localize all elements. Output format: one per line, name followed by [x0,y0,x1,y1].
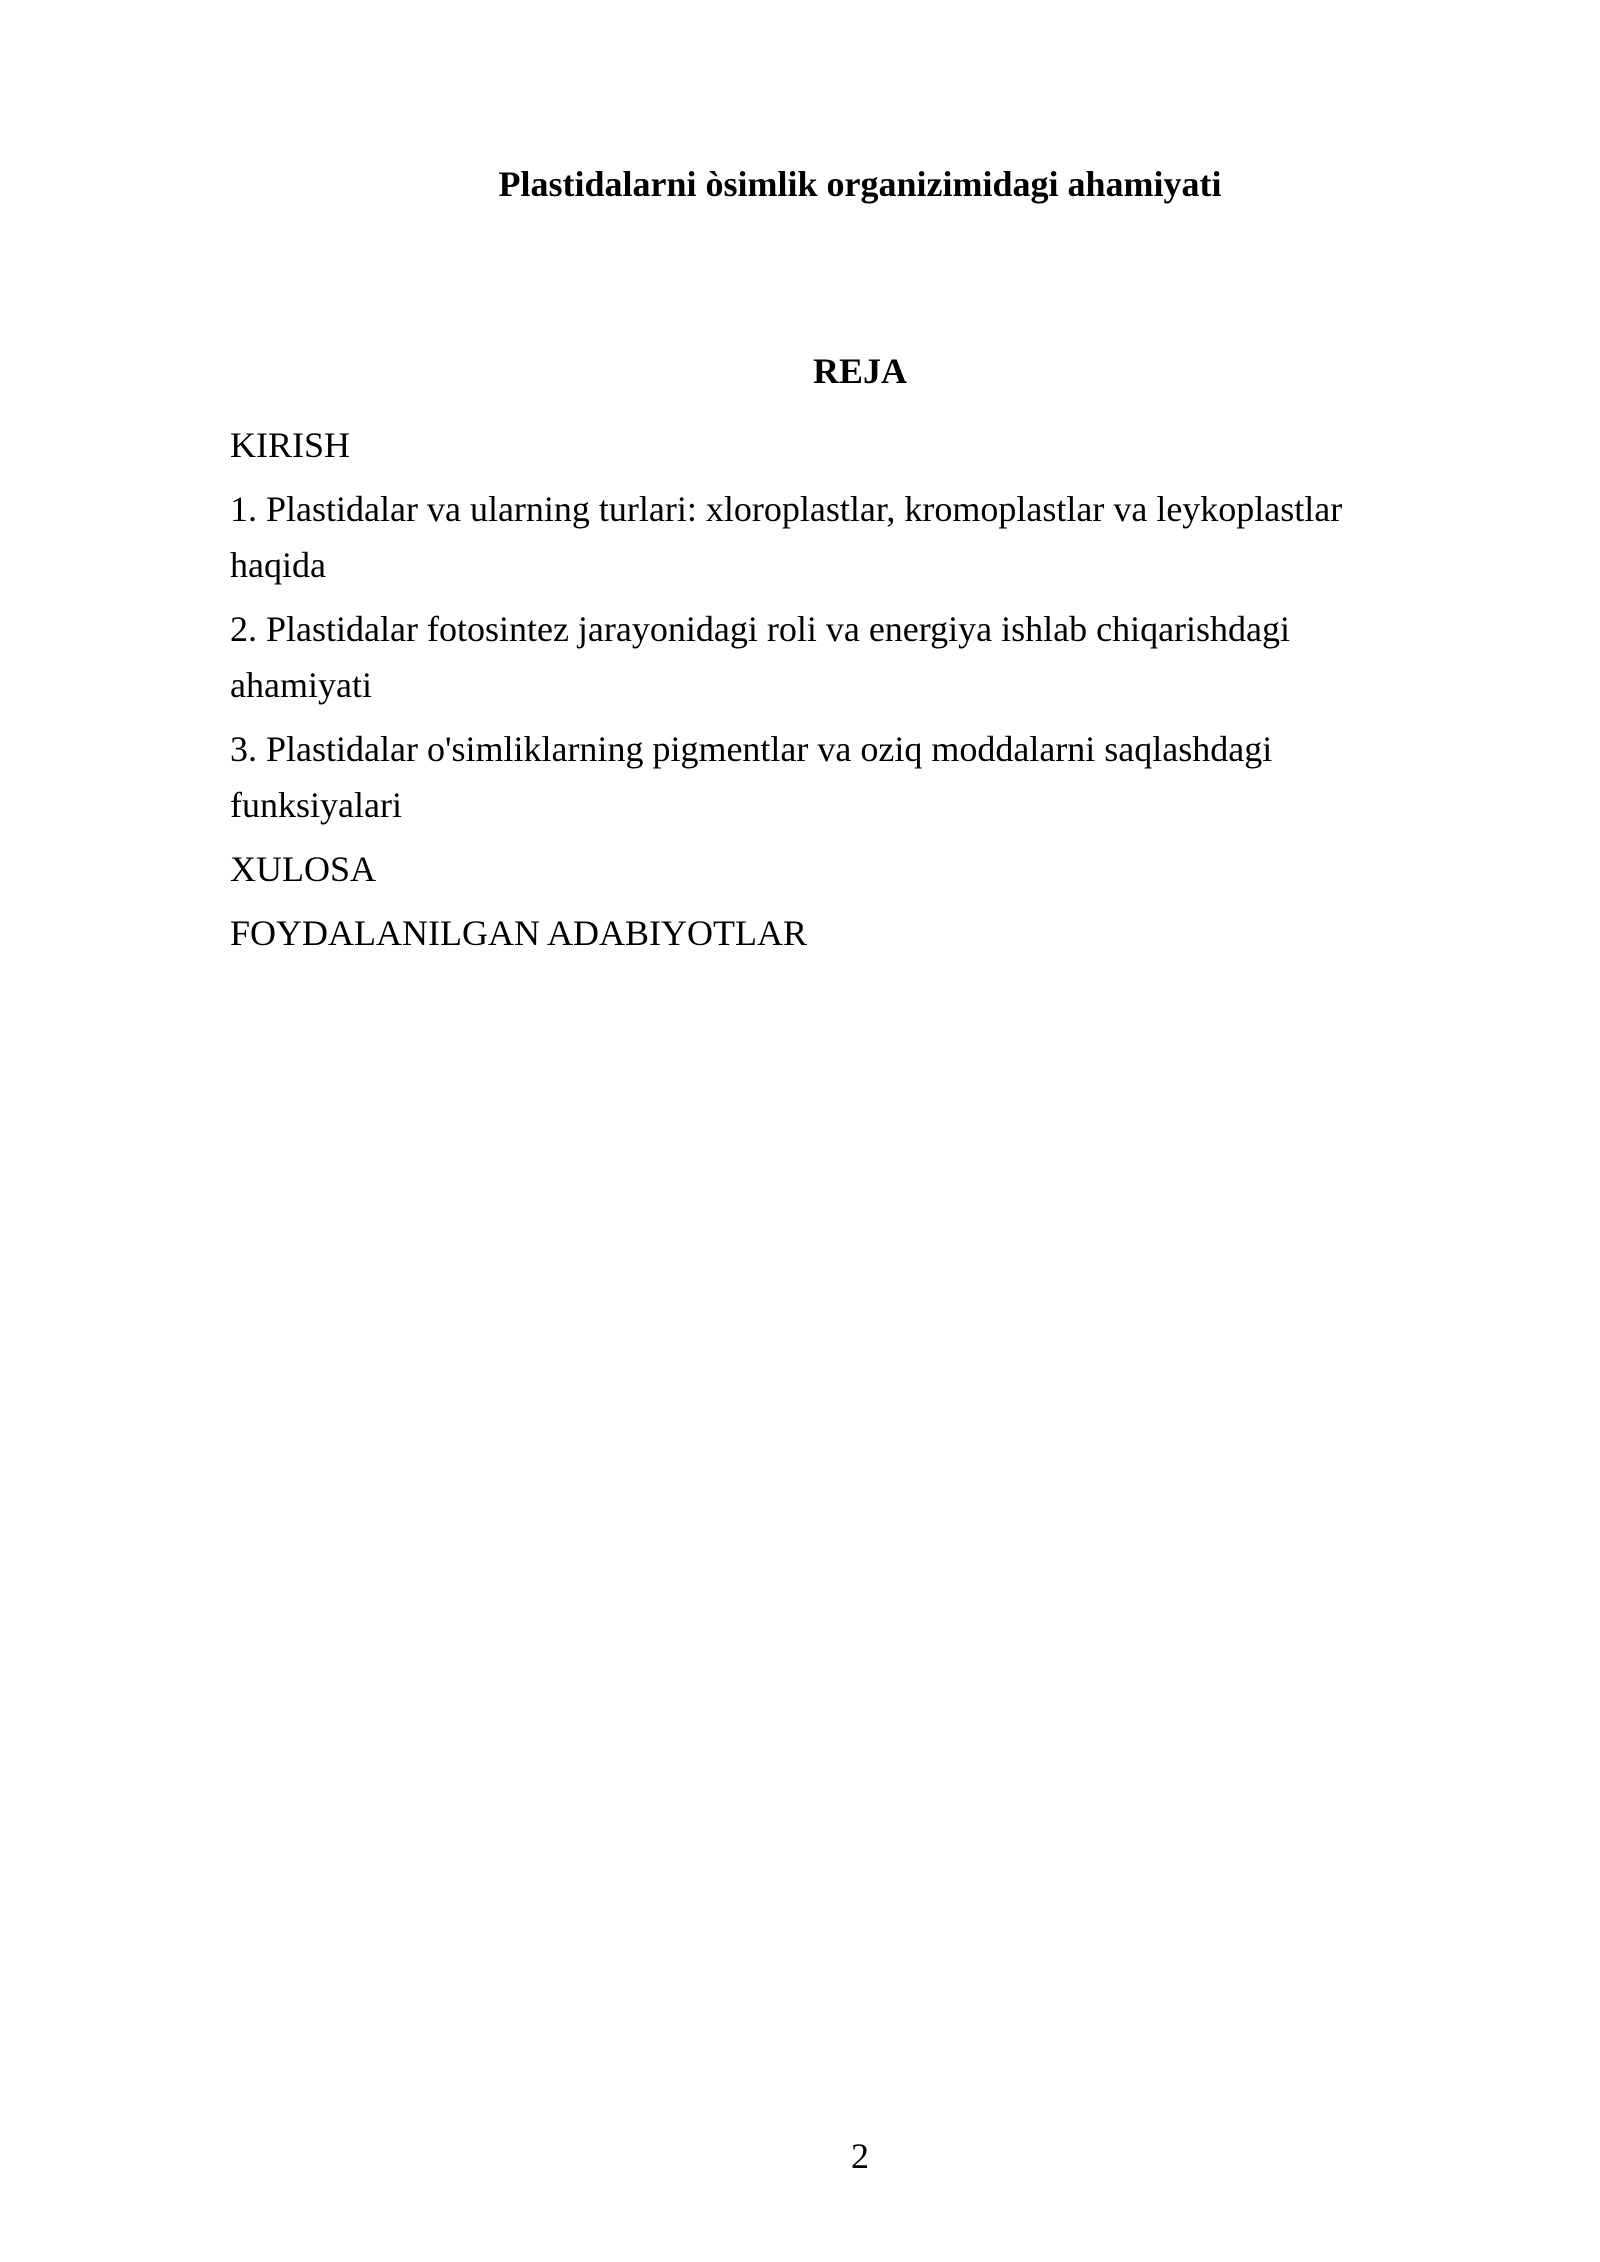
plan-item-references: FOYDALANILGAN ADABIYOTLAR [230,913,807,953]
document-title: Plastidalarni òsimlik organizimidagi ahamiyati [498,164,1222,204]
plan-item-1: 1. Plastidalar va ularning turlari: xloroplastlar, kromoplastlar va leykoplastlar haqida [230,489,1343,585]
plan-item-conclusion: XULOSA [230,849,377,889]
plan-heading: REJA [812,351,907,391]
page-number: 2 [851,2136,869,2176]
plan-item-introduction: KIRISH [230,425,351,465]
plan-list [230,417,1430,969]
plan-item-2: 2. Plastidalar fotosintez jarayonidagi roli va energiya ishlab chiqarishdagi ahamiyati [230,609,1291,705]
plan-item-3: 3. Plastidalar o'simliklarning pigmentlar va oziq moddalarni saqlashdagi funksiyalari [230,729,1273,825]
